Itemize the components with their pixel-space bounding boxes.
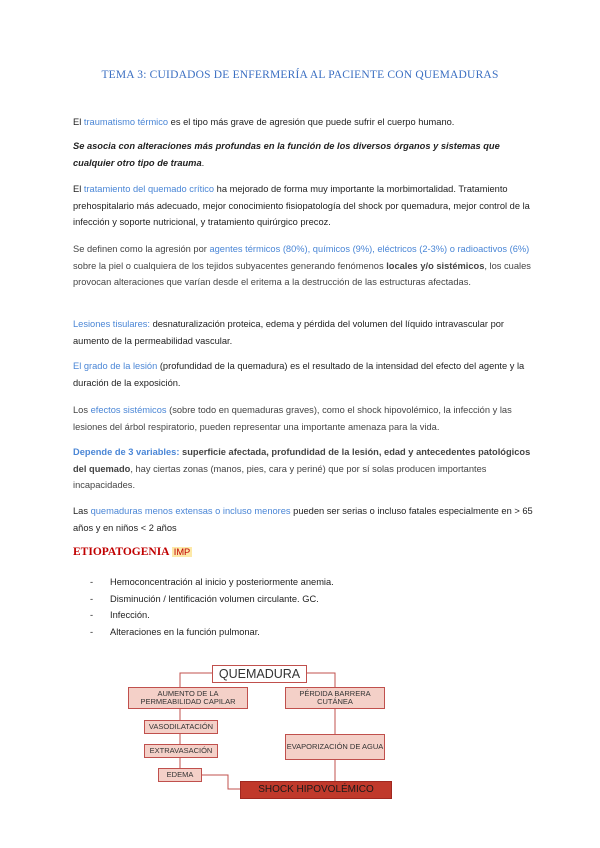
term-efectos: efectos sistémicos xyxy=(90,405,167,415)
imp-badge: IMP xyxy=(173,547,191,557)
term-lesiones: Lesiones tisulares: xyxy=(73,319,150,329)
list-item: - Alteraciones en la función pulmonar. xyxy=(90,626,260,637)
etiopatogenia-list xyxy=(90,574,520,640)
connector-edema-shock xyxy=(202,775,240,789)
diagram-box-shock: SHOCK HIPOVOLÉMICO xyxy=(240,781,392,799)
paragraph-definicion: Se definen como la agresión por agentes térmicos (80%), químicos (9%), eléctricos (2-3%) o radioactivos (6%) sobre la piel o cualquiera de los tejidos subyacentes generando fenómenos locales y/o sistémicos, los cuales provocan alteraciones que varían desde el eritema a la destrucción de las estructuras afectadas. xyxy=(73,244,531,287)
diagram-box-vasodilatacion: VASODILATACIÓN xyxy=(144,720,218,734)
connector-root-right xyxy=(307,673,335,687)
term-traumatismo: traumatismo térmico xyxy=(83,117,169,127)
diagram-box-edema: EDEMA xyxy=(158,768,202,782)
diagram-box-quemadura: QUEMADURA xyxy=(212,665,307,683)
paragraph-grado-lesion: El grado de la lesión (profundidad de la quemadura) es el resultado de la intensidad del efecto del agente y la duración de la exposición. xyxy=(73,361,525,388)
page-title: TEMA 3: CUIDADOS DE ENFERMERÍA AL PACIENTE CON QUEMADURAS xyxy=(101,69,499,81)
list-item: - Hemoconcentración al inicio y posteriormente anemia. xyxy=(90,577,334,587)
term-variables: Depende de 3 variables: xyxy=(73,447,180,457)
paragraph-tratamiento: El tratamiento del quemado crítico ha mejorado de forma muy importante la morbimortalidad. Tratamiento prehospitalario más adecuado, mejor conocimiento fisiopatología del shock por quemadura, mejor control de la infección y soporte nutricional, y tratamiento quirúrgico precoz. xyxy=(73,184,530,227)
diagram-box-evaporizacion: EVAPORIZACIÓN DE AGUA xyxy=(285,734,385,760)
term-grado: El grado de la lesión xyxy=(73,361,158,371)
list-item: - Infección. xyxy=(90,610,150,620)
list-item: - Disminución / lentificación volumen circulante. GC. xyxy=(90,593,319,604)
quemadura-flowchart xyxy=(120,663,400,799)
diagram-box-perdida-barrera: PÉRDIDA BARRERA CUTÁNEA xyxy=(285,687,385,709)
paragraph-variables: Depende de 3 variables: superficie afectada, profundidad de la lesión, edad y antecedentes patológicos del quemado, hay ciertas zonas (manos, pies, cara y periné) que por sí solas producen importantes incapacidades. xyxy=(73,447,531,490)
paragraph-alteraciones: Se asocia con alteraciones más profundas en la función de los diversos órganos y sistemas que cualquier otro tipo de trauma. xyxy=(73,141,500,168)
term-agentes: agentes térmicos (80%), químicos (9%), eléctricos (2-3%) o radioactivos (6%) xyxy=(209,244,530,254)
connector-root-left xyxy=(180,673,212,687)
paragraph-lesiones-tisulares: Lesiones tisulares: desnaturalización proteica, edema y pérdida del volumen del líquido intravascular por aumento de la permeabilidad vascular. xyxy=(73,319,505,346)
diagram-box-extravasacion: EXTRAVASACIÓN xyxy=(144,744,218,758)
section-heading-etiopatogenia: ETIOPATOGENIA IMP xyxy=(73,546,191,558)
diagram-box-permeabilidad: AUMENTO DE LA PERMEABILIDAD CAPILAR xyxy=(128,687,248,709)
paragraph-efectos-sistemicos: Los efectos sistémicos (sobre todo en quemaduras graves), como el shock hipovolémico, la infección y las lesiones del árbol respiratorio, pueden representar una importante amenaza para la vida. xyxy=(73,405,512,432)
paragraph-quemaduras-menores: Las quemaduras menos extensas o incluso menores pueden ser serias o incluso fatales especialmente en > 65 años y en niños < 2 años xyxy=(73,506,533,533)
term-quemaduras-menores: quemaduras menos extensas o incluso menores xyxy=(90,506,291,516)
term-tratamiento: tratamiento del quemado crítico xyxy=(83,184,215,194)
paragraph-traumatismo: El traumatismo térmico es el tipo más grave de agresión que puede sufrir el cuerpo humano. xyxy=(73,117,455,127)
